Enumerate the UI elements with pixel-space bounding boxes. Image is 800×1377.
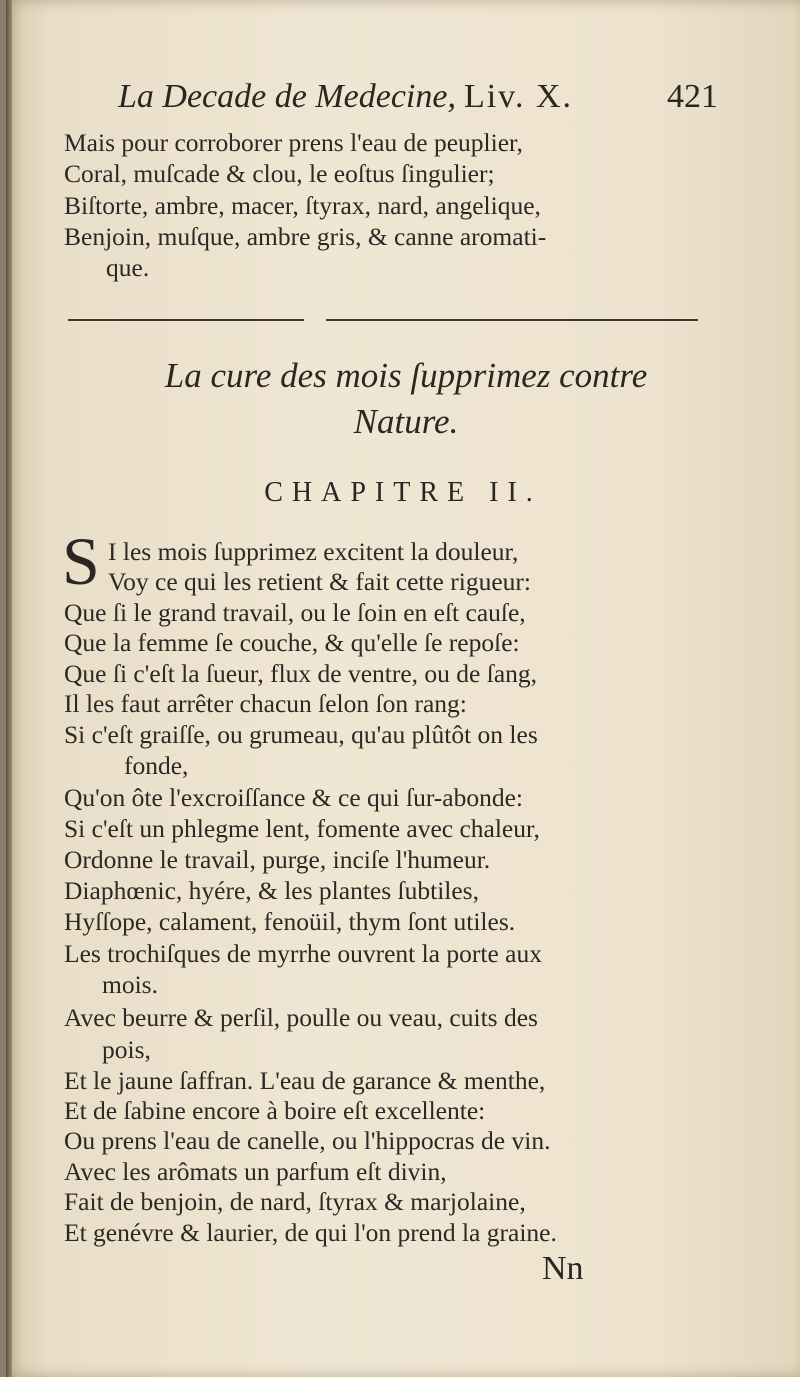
verse-line: Les trochiſques de myrrhe ouvrent la porte aux [64,939,542,968]
verse-line: Voy ce qui les retient & fait cette rigueur: [108,567,531,596]
verse-line: Avec les arômats un parfum eſt divin, [64,1157,447,1186]
verse-line: Coral, muſcade & clou, le eoſtus ſingulier; [64,159,495,188]
verse-line: mois. [102,970,158,999]
verse-line: Que ſi le grand travail, ou le ſoin en eſt cauſe, [64,598,526,627]
verse-line: fonde, [124,751,189,780]
verse-line: Que la femme ſe couche, & qu'elle ſe repoſe: [64,628,520,657]
verse-line: Fait de benjoin, de nard, ſtyrax & marjolaine, [64,1187,526,1216]
verse-line: Benjoin, muſque, ambre gris, & canne aromati- [64,222,547,251]
verse-line: Et genévre & laurier, de qui l'on prend la graine. [64,1218,557,1247]
book-spine [6,0,12,1377]
verse-line: Il les faut arrêter chacun ſelon ſon rang: [64,689,467,718]
verse-line: Et le jaune ſaffran. L'eau de garance & menthe, [64,1066,546,1095]
verse-line: Si c'eſt graiſſe, ou grumeau, qu'au plûtôt on les [64,720,538,749]
verse-line: Et de ſabine encore à boire eſt excellente: [64,1096,486,1125]
chapter-heading: CHAPITRE II. [264,477,542,508]
page-header [118,78,718,116]
verse-line: que. [106,253,150,282]
verse-line: Biſtorte, ambre, macer, ſtyrax, nard, angelique, [64,191,541,220]
verse-line: Que ſi c'eſt la ſueur, flux de ventre, ou de ſang, [64,659,538,688]
verse-line: Diaphœnic, hyére, & les plantes ſubtiles, [64,876,479,905]
section-title-line-2: Nature. [353,402,459,441]
verse-line: Avec beurre & perſil, poulle ou veau, cuits des [64,1003,538,1032]
verse-line: Hyſſope, calament, fenoüil, thym ſont utiles. [64,907,516,936]
drop-cap: S [62,523,100,599]
verse-line: I les mois ſupprimez excitent la douleur, [108,537,519,566]
book-number: Liv. X. [463,78,574,115]
verse-line: Mais pour corroborer prens l'eau de peuplier, [64,128,523,157]
section-divider-right [326,319,698,321]
page-number: 421 [667,78,718,115]
signature-mark: Nn [542,1250,584,1287]
verse-line: Si c'eſt un phlegme lent, fomente avec chaleur, [64,814,540,843]
verse-line: Ou prens l'eau de canelle, ou l'hippocras de vin. [64,1126,551,1155]
running-title: La Decade de Medecine, [118,78,456,115]
verse-line: Qu'on ôte l'excroiſſance & ce qui ſur-abonde: [64,783,524,812]
section-divider-left [68,319,304,321]
book-page [6,0,800,1377]
verse-line: Ordonne le travail, purge, inciſe l'humeur. [64,845,491,874]
section-title-line-1: La cure des mois ſupprimez contre [164,356,648,395]
verse-line: pois, [102,1035,151,1064]
